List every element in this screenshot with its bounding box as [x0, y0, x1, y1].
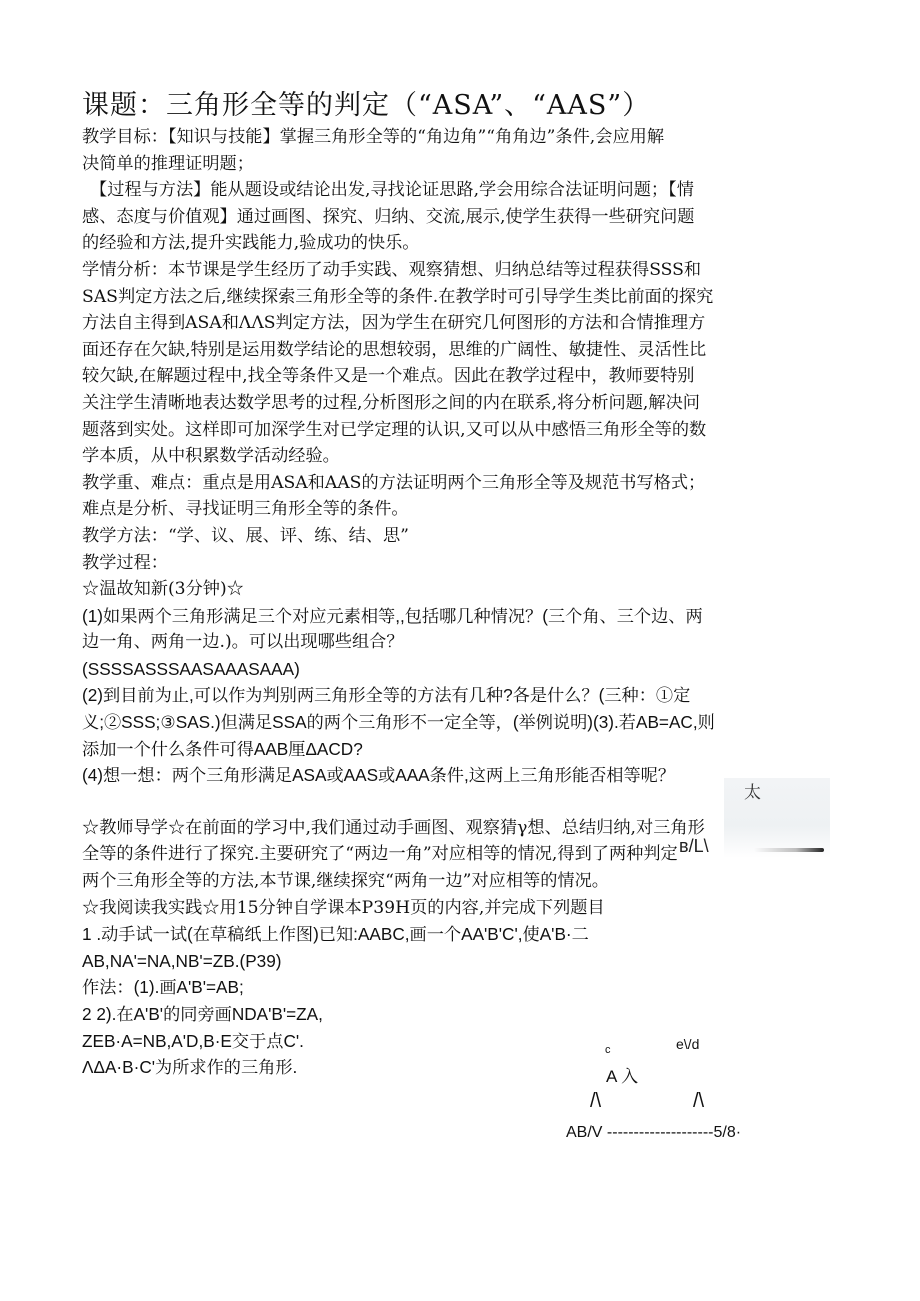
text-line: 【过程与方法】能从题设或结论出发,寻找论证思路,学会用综合法证明问题；【情 — [90, 180, 694, 201]
text-line: 教学目标：【知识与技能】掌握三角形全等的“角边角”“角角边”条件,会应用解 — [82, 127, 665, 147]
text-line: 决简单的推理证明题； — [82, 153, 254, 174]
figure-streak — [754, 848, 824, 852]
text-line: 题落到实处。这样即可加深学生对已学定理的认识,又可以从中感悟三角形全等的数 — [82, 419, 707, 440]
construction-label-ed: e\/d — [676, 1036, 700, 1052]
figure-shade — [724, 778, 830, 858]
construction-left-triangle: /\ — [590, 1090, 602, 1112]
text-line: (1)如果两个三角形满足三个对应元素相等,,包括哪几种情况？(三个角、三个边、两 — [82, 605, 703, 626]
text-line: 感、态度与价值观】通过画图、探究、归纳、交流,展示,使学生获得一些研究问题 — [82, 206, 695, 227]
text-line: ☆教师导学☆在前面的学习中,我们通过动手画图、观察猜γ想、总结归纳,对三角形 — [82, 817, 705, 838]
page-title: 课题：三角形全等的判定（“ASA”、“AAS”） — [82, 90, 651, 121]
text-line: (2)到目前为止,可以作为判别两三角形全等的方法有几种?各是什么？(三种：①定 — [82, 685, 691, 706]
text-line — [82, 789, 822, 815]
text-line: ☆温故知新(3分钟)☆ — [82, 579, 244, 600]
text-line: 1 .动手试一试(在草稿纸上作图)已知:AABC,画一个AA'B'C',使A'B·二 — [82, 924, 589, 945]
text-line: 两个三角形全等的方法,本节课,继续探究“两角一边”对应相等的情况。 — [82, 871, 609, 892]
text-line: ☆我阅读我实践☆用15分钟自学课本P39H页的内容,并完成下列题目 — [82, 897, 605, 918]
text-line: SAS判定方法之后,继续探索三角形全等的条件.在教学时可引导学生类比前面的探究 — [82, 286, 714, 307]
text-line: (4)想一想：两个三角形满足ASA或AAS或AAA条件,这两上三角形能否相等呢？ — [82, 765, 676, 786]
text-line: 方法自主得到ASA和ΛΛS判定方法，因为学生在研究几何图形的方法和合情推理方 — [82, 313, 706, 334]
text-line: 边一角、两角一边.)。可以出现哪些组合？ — [82, 632, 404, 653]
text-line: 学情分析：本节课是学生经历了动手实践、观察猜想、归纳总结等过程获得SSS和 — [82, 259, 702, 280]
text-line: 学本质，从中积累数学活动经验。 — [82, 446, 340, 467]
figure-label-top: 太 — [744, 783, 761, 803]
text-line: 面还存在欠缺,特别是运用数学结论的思想较弱，思维的广阔性、敏捷性、灵活性比 — [82, 339, 707, 360]
text-line: 作法：(1).画A'B'=AB; — [82, 977, 244, 998]
construction-base-line: AB/V --------------------5/8· — [566, 1124, 742, 1141]
text-line: 教学过程： — [82, 552, 168, 573]
text-line: 全等的条件进行了探究.主要研究了“两边一角”对应相等的情况,得到了两种判定 — [82, 844, 678, 865]
document-body — [82, 124, 822, 1081]
side-figure — [679, 778, 830, 868]
text-line: 教学重、难点：重点是用ASA和AAS的方法证明两个三角形全等及规范书写格式； — [82, 472, 706, 493]
text-line: 难点是分析、寻找证明三角形全等的条件。 — [82, 499, 409, 520]
construction-label-a: A 入 — [606, 1067, 639, 1086]
text-line: AB,NA'=NA,NB'=ZB.(P39) — [82, 950, 282, 971]
text-line: 2 2).在A'B'的同旁画NDA'B'=ZA, — [82, 1004, 323, 1024]
construction-label-c: c — [605, 1044, 611, 1056]
text-line: ZEB·A=NB,A'D,B·E交于点C'. — [82, 1030, 304, 1051]
text-line: 较欠缺,在解题过程中,找全等条件又是一个难点。因此在教学过程中，教师要特别 — [82, 366, 695, 387]
text-line: 关注学生清晰地表达数学思考的过程,分析图形之间的内在联系,将分析问题,解决问 — [82, 392, 700, 413]
text-line: 的经验和方法,提升实践能力,验成功的快乐。 — [82, 233, 420, 254]
text-line: 义;②SSS;③SAS.)但满足SSA的两个三角形不一定全等，(举例说明)(3).若AB=AC,则 — [82, 712, 715, 733]
text-line: 教学方法：“学、议、展、评、练、结、思” — [82, 525, 409, 546]
construction-right-triangle: /\ — [693, 1090, 705, 1112]
text-line: (SSSSASSSAASAAASAAA) — [82, 658, 300, 679]
text-line: ΛΔA·B·C'为所求作的三角形. — [82, 1057, 298, 1078]
text-line: 添加一个什么条件可得AAB厘ΔACD? — [82, 738, 363, 759]
figure-label-bottom: ʙ/L\ — [679, 836, 709, 856]
